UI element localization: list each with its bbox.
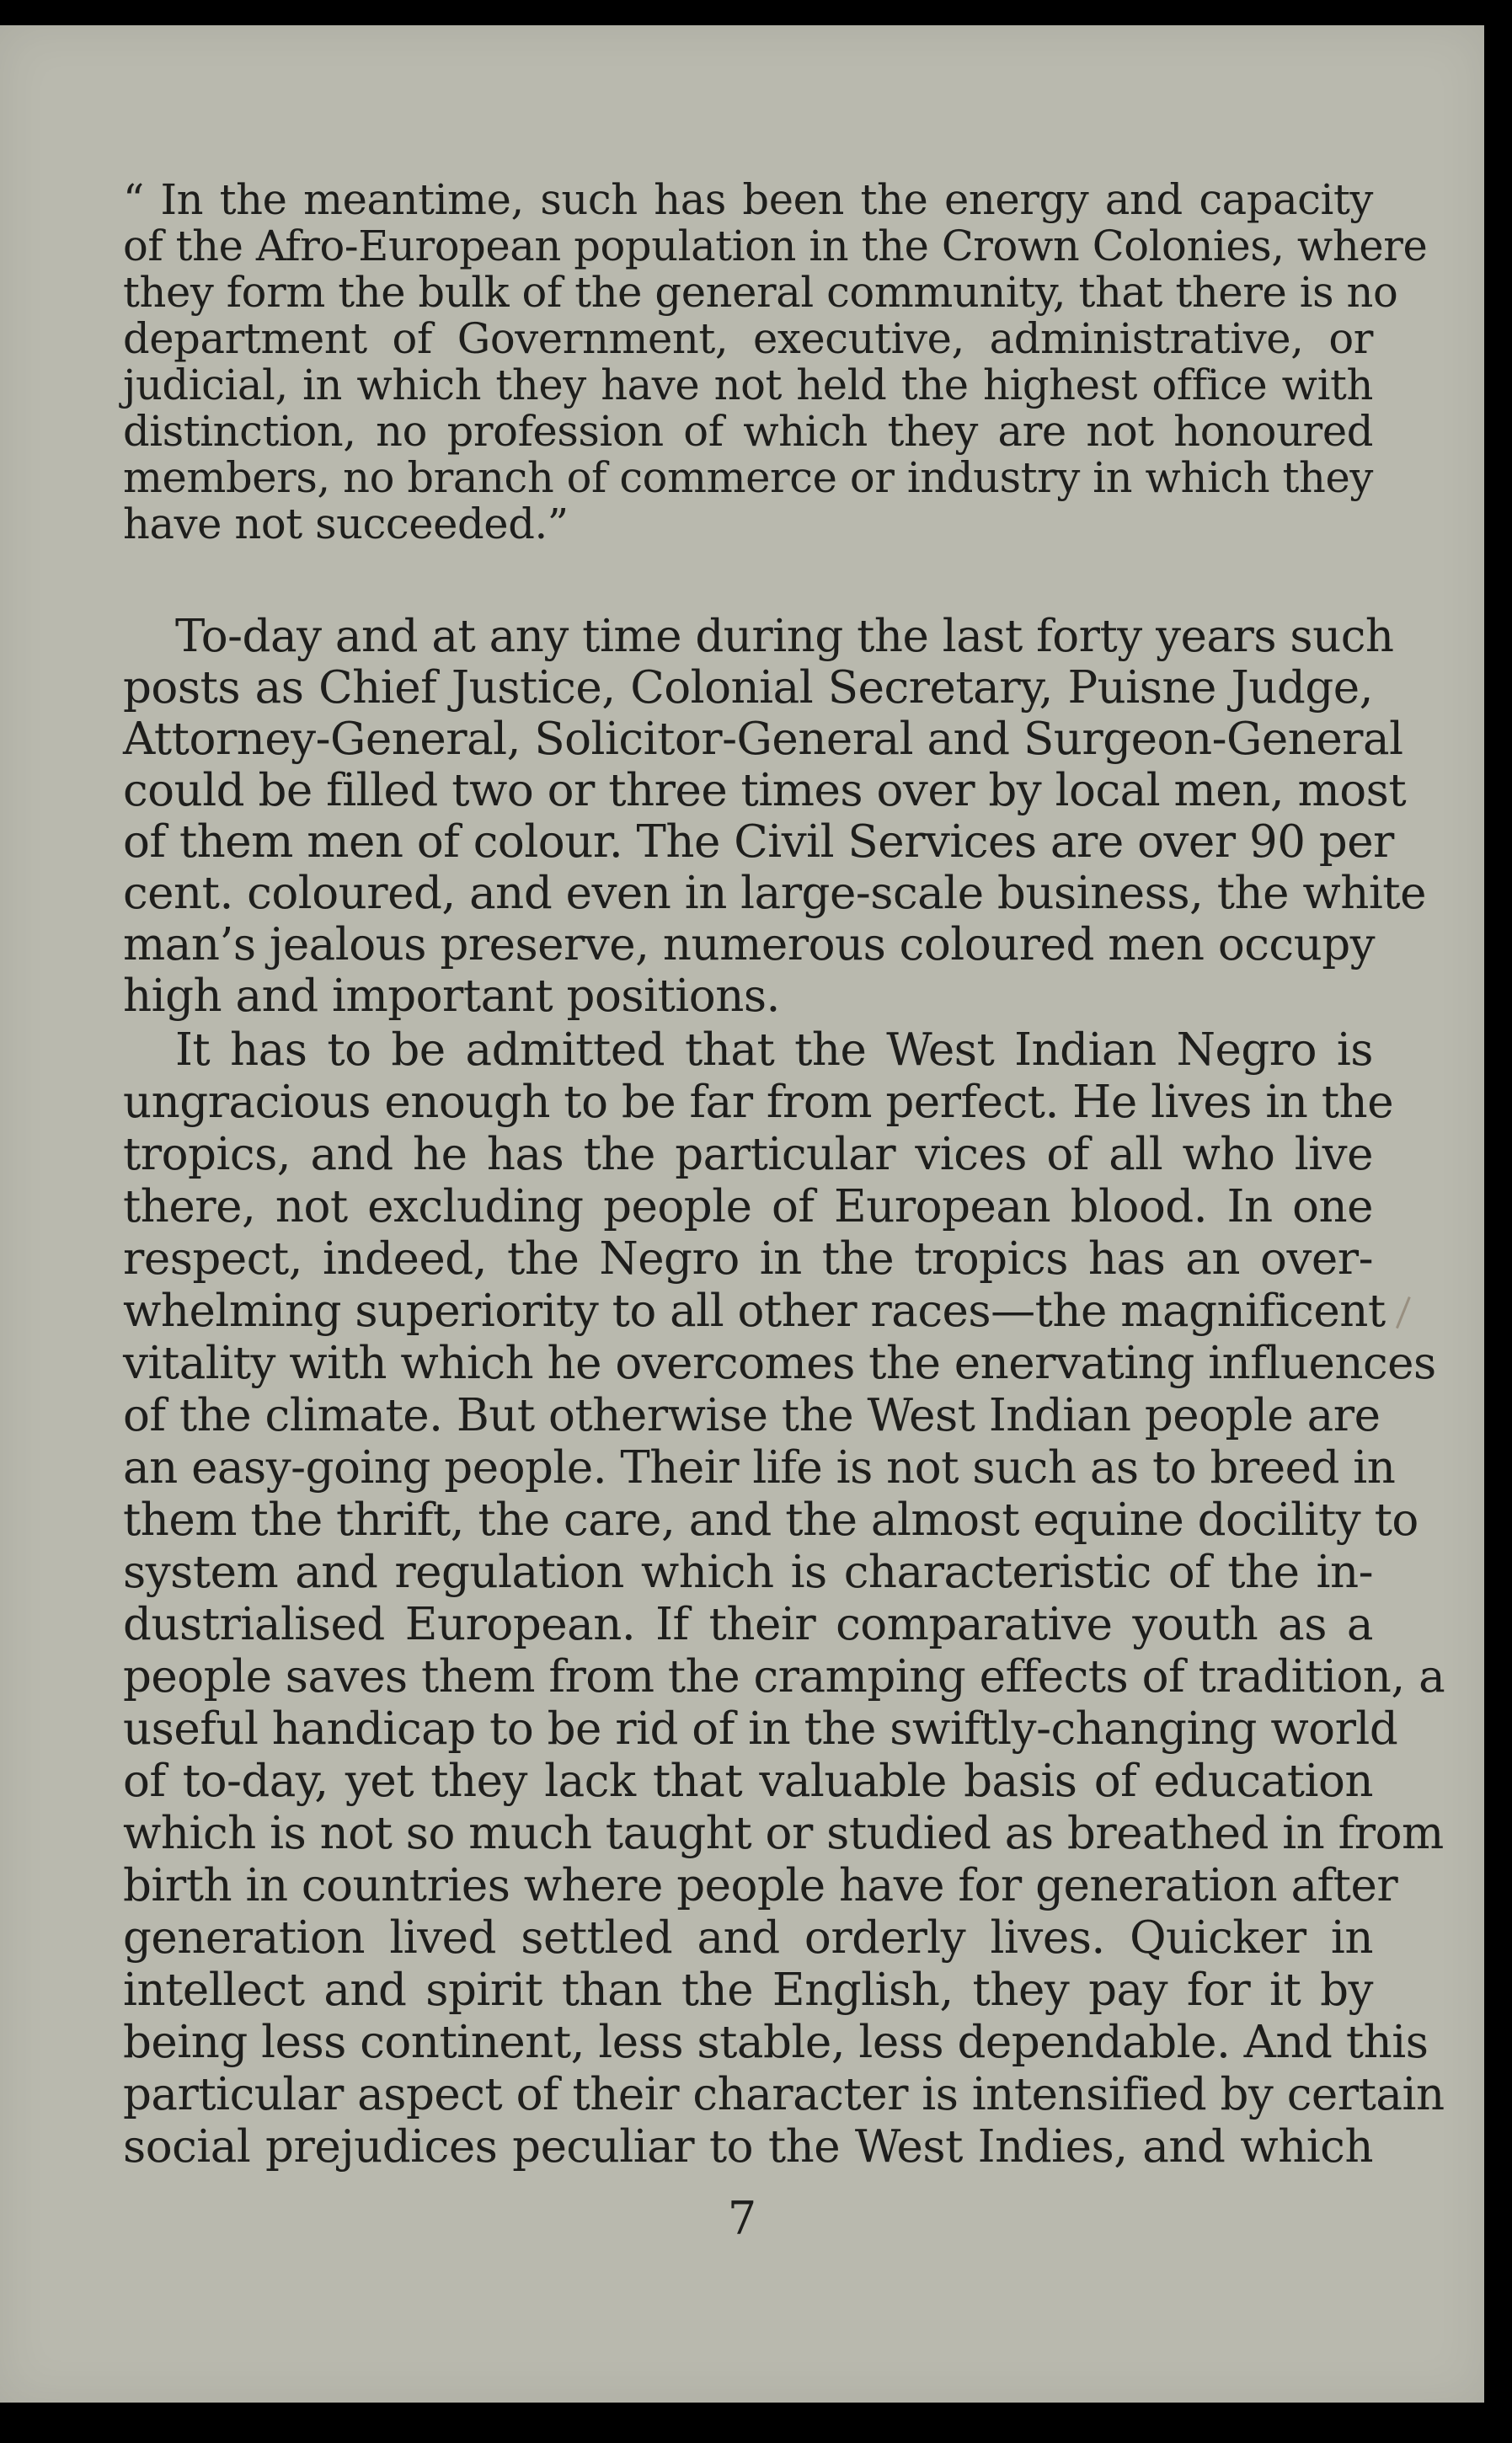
paragraph-line: high and important positions.: [123, 970, 780, 1022]
quote-line: judicial, in which they have not held the highest office with: [123, 361, 1373, 409]
paragraph-line: being less continent, less stable, less dependable. And this: [123, 2017, 1429, 2068]
paragraph-line: birth in countries where people have for generation after: [123, 1860, 1398, 1911]
paragraph-line: It has to be admitted that the West Indian Negro is: [175, 1024, 1373, 1076]
book-page: [0, 25, 1484, 2403]
quote-line: distinction, no profession of which they are not honoured: [123, 407, 1373, 456]
paragraph-line: whelming superiority to all other races—the magnificent: [123, 1286, 1386, 1337]
paragraph-line: of the climate. But otherwise the West Indian people are: [123, 1390, 1381, 1441]
paragraph-line: an easy-going people. Their life is not such as to breed in: [123, 1442, 1396, 1494]
paragraph-line: Attorney-General, Solicitor-General and Surgeon-General: [123, 714, 1403, 765]
paragraph-line: system and regulation which is characteristic of the in-: [123, 1547, 1373, 1598]
paragraph-line: generation lived settled and orderly lives. Quicker in: [123, 1912, 1373, 1964]
paragraph-line: intellect and spirit than the English, they pay for it by: [123, 1965, 1373, 2016]
quote-line: members, no branch of commerce or industry in which they: [123, 453, 1373, 502]
paragraph-line: particular aspect of their character is intensified by certain: [123, 2069, 1445, 2120]
paragraph-line: of them men of colour. The Civil Services are over 90 per: [123, 816, 1394, 868]
quote-line: department of Government, executive, administrative, or: [123, 314, 1373, 363]
paragraph-line: man’s jealous preserve, numerous coloured men occupy: [123, 919, 1376, 970]
paragraph-line: vitality with which he overcomes the enervating influences: [123, 1338, 1436, 1389]
paragraph-line: posts as Chief Justice, Colonial Secretary, Puisne Judge,: [123, 662, 1373, 714]
quote-line: have not succeeded.”: [123, 500, 569, 548]
paragraph-line: them the thrift, the care, and the almost equine docility to: [123, 1494, 1419, 1546]
paragraph-line: which is not so much taught or studied as breathed in from: [123, 1808, 1444, 1859]
paragraph-line: tropics, and he has the particular vices of all who live: [123, 1129, 1373, 1180]
block-quote: [123, 175, 1428, 548]
paragraph-line: of to-day, yet they lack that valuable basis of education: [123, 1756, 1373, 1807]
paragraph-line: ungracious enough to be far from perfect. He lives in the: [123, 1077, 1394, 1128]
quote-line: they form the bulk of the general community, that there is no: [123, 268, 1398, 317]
paragraph-line: social prejudices peculiar to the West Indies, and which: [123, 2121, 1373, 2173]
paragraph-line: cent. coloured, and even in large-scale business, the white: [123, 868, 1426, 919]
paragraph-line: people saves them from the cramping effects of tradition, a: [123, 1651, 1445, 1703]
paragraph-line: there, not excluding people of European blood. In one: [123, 1181, 1373, 1232]
paragraph-1: [123, 611, 1426, 1022]
paragraph-line: useful handicap to be rid of in the swiftly-changing world: [123, 1703, 1398, 1755]
paragraph-2: [123, 1024, 1445, 2173]
paragraph-line: respect, indeed, the Negro in the tropics has an over-: [123, 1233, 1373, 1285]
page-number: 7: [727, 2192, 757, 2245]
paragraph-line: dustrialised European. If their comparative youth as a: [123, 1599, 1373, 1650]
paragraph-line: To-day and at any time during the last forty years such: [175, 611, 1394, 662]
pencil-mark: [1396, 1296, 1419, 1332]
quote-line: “ In the meantime, such has been the energy and capacity: [123, 175, 1373, 224]
quote-line: of the Afro-European population in the Crown Colonies, where: [123, 222, 1428, 270]
paragraph-line: could be filled two or three times over by local men, most: [123, 765, 1407, 816]
